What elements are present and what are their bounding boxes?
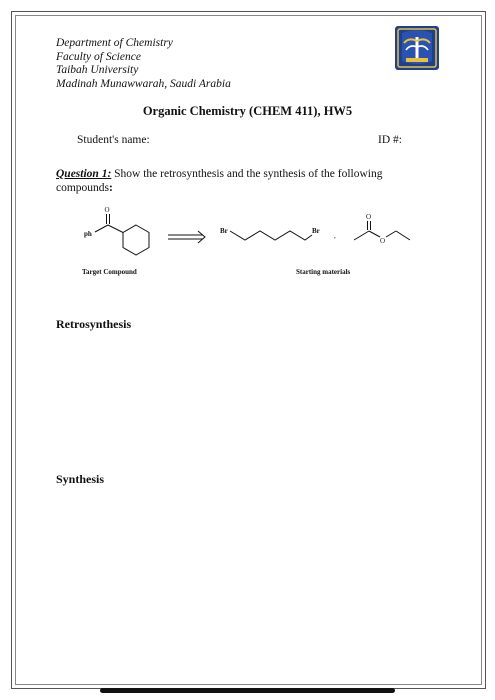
cyclohexane-ring bbox=[123, 225, 149, 255]
separator-comma: , bbox=[334, 232, 336, 240]
bromine-label-left: Br bbox=[220, 227, 228, 235]
synthesis-heading: Synthesis bbox=[56, 472, 105, 486]
ester-ether-oxygen-label: O bbox=[380, 237, 386, 245]
question-label: Question 1: bbox=[56, 168, 112, 180]
target-compound-caption: Target Compound bbox=[82, 268, 137, 276]
dibromopentane-chain bbox=[230, 231, 312, 240]
target-compound-structure bbox=[95, 214, 149, 255]
starting-materials-caption: Starting materials bbox=[296, 268, 351, 276]
homework-title: Organic Chemistry (CHEM 411), HW5 bbox=[142, 104, 353, 118]
bromine-label-right: Br bbox=[312, 227, 320, 235]
faculty-line: Faculty of Science bbox=[56, 50, 141, 63]
department-line: Department of Chemistry bbox=[56, 37, 173, 49]
city-line: Madinah Munawwarah, Saudi Arabia bbox=[56, 77, 231, 90]
retrosynthesis-heading: Retrosynthesis bbox=[56, 317, 132, 331]
university-line: Taibah University bbox=[56, 64, 139, 76]
home-indicator-bar[interactable] bbox=[100, 688, 395, 693]
id-label: ID #: bbox=[378, 134, 402, 146]
question-text: Show the retrosynthesis and the synthesis of the following compounds bbox=[56, 168, 383, 194]
ring-to-carbonyl-bond bbox=[108, 225, 123, 233]
question-colon: : bbox=[109, 182, 113, 194]
student-name-label: Student's name: bbox=[77, 134, 150, 146]
carbonyl-to-ph-bond bbox=[95, 225, 108, 232]
ester-carbonyl-oxygen-label: O bbox=[366, 213, 372, 221]
reaction-scheme bbox=[0, 0, 495, 300]
carbonyl-oxygen-label: O bbox=[104, 206, 110, 214]
ph-label: ph bbox=[84, 230, 92, 238]
retrosynthesis-arrow bbox=[168, 231, 205, 243]
